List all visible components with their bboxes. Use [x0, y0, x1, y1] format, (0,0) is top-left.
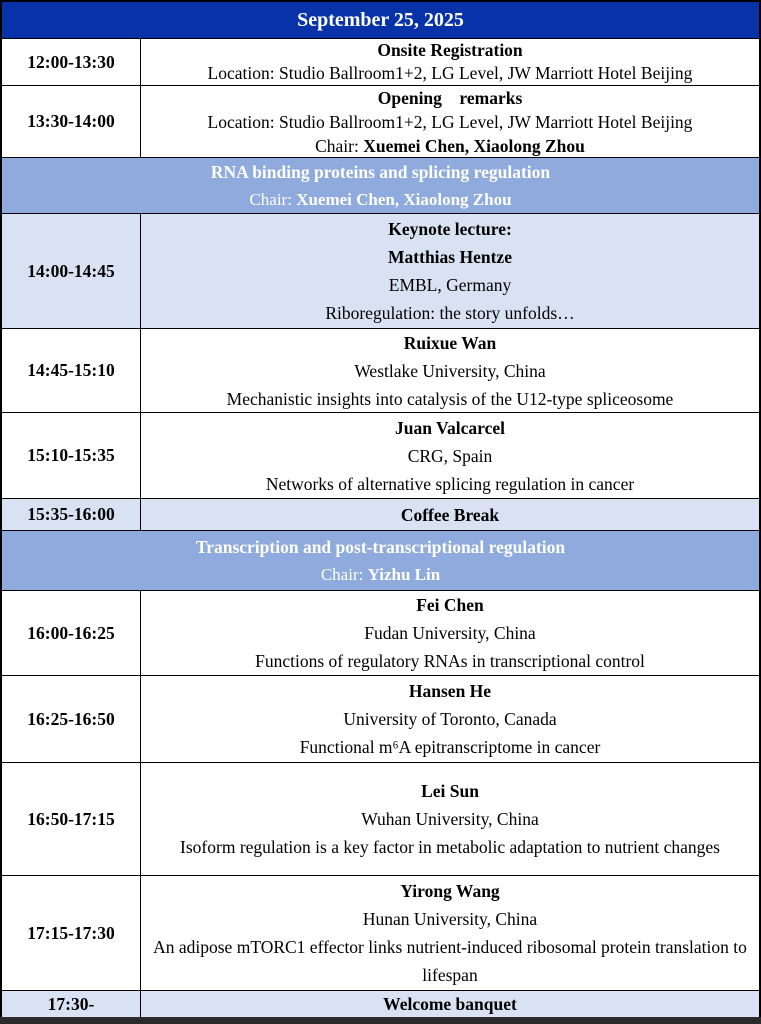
- schedule-row-ruixue-wan: [2, 328, 759, 412]
- speaker-affiliation: EMBL, Germany: [388, 275, 512, 295]
- schedule-row-opening-remarks: [2, 85, 759, 157]
- section-header-transcription: [2, 530, 759, 590]
- time-cell: 14:45-15:10: [2, 329, 141, 412]
- event-cell: [141, 86, 759, 157]
- talk-title: Mechanistic insights into catalysis of the U12-type spliceosome: [226, 388, 674, 409]
- keynote-label: Keynote lecture:: [388, 219, 512, 239]
- speaker-affiliation: Wuhan University, China: [361, 809, 539, 829]
- speaker-name: Ruixue Wan: [403, 332, 497, 353]
- chair-names: Yizhu Lin: [367, 564, 441, 584]
- event-location: Location: Studio Ballroom1+2, LG Level, JW Marriott Hotel Beijing: [207, 63, 693, 83]
- time-cell: 12:00-13:30: [2, 39, 141, 85]
- talk-title: Functional m⁶A epitranscriptome in cancer: [299, 737, 601, 757]
- speaker-name: Hansen He: [408, 681, 492, 701]
- talk-title: An adipose mTORC1 effector links nutrient-induced ribosomal protein translation to lifespan: [153, 937, 752, 985]
- event-title: Welcome banquet: [383, 994, 517, 1014]
- chair-names: Xuemei Chen, Xiaolong Zhou: [296, 189, 512, 209]
- schedule-row-juan-valcarcel: [2, 412, 759, 498]
- speaker-affiliation: CRG, Spain: [407, 445, 493, 466]
- chair-line: [249, 186, 511, 213]
- time-cell: 15:35-16:00: [2, 499, 141, 530]
- chair-line: [149, 134, 751, 158]
- schedule-row-welcome-banquet: [2, 990, 759, 1017]
- time-cell: 16:50-17:15: [2, 763, 141, 875]
- section-title: Transcription and post-transcriptional regulation: [195, 536, 566, 557]
- schedule-row-onsite-registration: [2, 38, 759, 85]
- section-title: RNA binding proteins and splicing regulation: [210, 161, 551, 182]
- section-header-rna-binding: [2, 157, 759, 213]
- time-cell: 17:30-: [2, 991, 141, 1017]
- chair-line: [321, 561, 440, 588]
- event-cell: [141, 329, 759, 412]
- time-cell: 15:10-15:35: [2, 413, 141, 498]
- talk-title: Riboregulation: the story unfolds…: [325, 303, 575, 323]
- speaker-affiliation: Hunan University, China: [362, 909, 538, 929]
- schedule-row-yirong-wang: [2, 875, 759, 990]
- date-header-row: [2, 2, 759, 38]
- time-cell: 14:00-14:45: [2, 214, 141, 328]
- event-cell: [141, 413, 759, 498]
- time-cell: 17:15-17:30: [2, 876, 141, 990]
- event-cell: [141, 591, 759, 675]
- chair-label: Chair:: [249, 189, 297, 209]
- event-cell: [141, 876, 759, 990]
- speaker-affiliation: Fudan University, China: [364, 623, 536, 643]
- event-title: Onsite Registration: [377, 40, 523, 60]
- speaker-name: Juan Valcarcel: [394, 417, 506, 438]
- talk-title: Isoform regulation is a key factor in metabolic adaptation to nutrient changes: [180, 837, 720, 857]
- speaker-name: Fei Chen: [416, 595, 484, 615]
- event-title: Coffee Break: [400, 504, 500, 525]
- event-cell: [141, 214, 759, 328]
- speaker-name: Matthias Hentze: [388, 247, 512, 267]
- event-cell: [141, 991, 759, 1017]
- event-cell: [141, 499, 759, 530]
- talk-title: Networks of alternative splicing regulation in cancer: [265, 473, 635, 494]
- speaker-affiliation: University of Toronto, Canada: [343, 709, 557, 729]
- event-location: Location: Studio Ballroom1+2, LG Level, JW Marriott Hotel Beijing: [207, 111, 693, 132]
- chair-label: Chair:: [320, 564, 368, 584]
- time-cell: 16:00-16:25: [2, 591, 141, 675]
- time-cell: 13:30-14:00: [2, 86, 141, 157]
- event-cell: [141, 39, 759, 85]
- schedule-date: September 25, 2025: [297, 8, 464, 31]
- schedule-row-lei-sun: [2, 762, 759, 875]
- schedule-row-hansen-he: [2, 675, 759, 762]
- speaker-name: Yirong Wang: [400, 881, 500, 901]
- chair-label: Chair:: [315, 135, 364, 156]
- event-cell: [141, 763, 759, 875]
- event-cell: [141, 676, 759, 762]
- page-bottom-edge: [0, 1017, 761, 1024]
- schedule-row-fei-chen: [2, 590, 759, 675]
- speaker-affiliation: Westlake University, China: [354, 360, 546, 381]
- schedule-row-coffee-break: [2, 498, 759, 530]
- speaker-name: Lei Sun: [421, 781, 479, 801]
- time-cell: 16:25-16:50: [2, 676, 141, 762]
- talk-title: Functions of regulatory RNAs in transcriptional control: [255, 651, 645, 671]
- schedule-row-keynote: [2, 213, 759, 328]
- chair-names: Xuemei Chen, Xiaolong Zhou: [363, 135, 585, 156]
- event-title: Opening remarks: [377, 87, 523, 108]
